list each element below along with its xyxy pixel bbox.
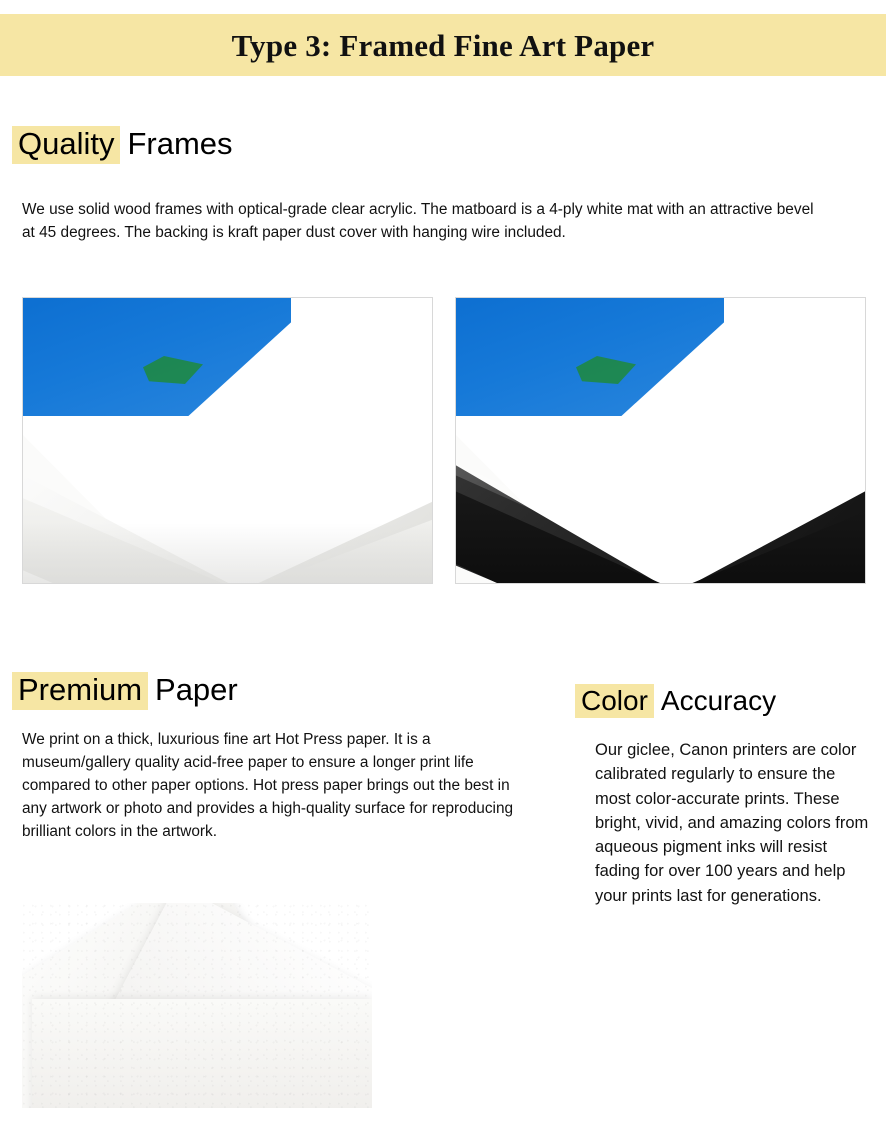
color-accuracy-heading-highlight: Color xyxy=(575,684,654,718)
quality-frames-heading-rest: Frames xyxy=(127,126,233,161)
paper-texture-overlay xyxy=(22,903,372,1108)
color-accuracy-heading xyxy=(575,684,875,718)
page-header-banner xyxy=(0,14,886,76)
fine-art-paper-sheets-photo xyxy=(22,903,372,1108)
section-color-accuracy xyxy=(575,684,875,905)
artwork-blue-area xyxy=(455,297,724,416)
quality-frames-heading xyxy=(12,126,886,164)
section-quality-frames xyxy=(0,126,886,242)
premium-paper-heading-highlight: Premium xyxy=(12,672,148,710)
white-frame-shadow xyxy=(23,523,432,583)
page-title: Type 3: Framed Fine Art Paper xyxy=(231,27,655,63)
premium-paper-body-text: We print on a thick, luxurious fine art Hot Press paper. It is a museum/gallery quality acid-free paper to ensure a longer print life compared to other paper options. Hot press paper brings out the best in any artwork or photo and provides a high-quality surface for reproducing brilliant colors in the artwork. xyxy=(22,731,514,841)
black-frame-illustration xyxy=(456,298,865,583)
premium-paper-heading xyxy=(12,672,540,710)
premium-paper-heading-rest: Paper xyxy=(155,672,238,707)
white-frame-illustration xyxy=(23,298,432,583)
black-frame-corner-photo xyxy=(455,297,866,584)
quality-frames-body-text: We use solid wood frames with optical-grade clear acrylic. The matboard is a 4-ply white mat with an attractive bevel at 45 degrees. The backing is kraft paper dust cover with hanging wire included. xyxy=(22,201,814,242)
color-accuracy-body-text: Our giclee, Canon printers are color calibrated regularly to ensure the most color-accurate prints. These bright, vivid, and amazing colors from aqueous pigment inks will resist fading for over 100 years and help your prints last for generations. xyxy=(595,741,869,905)
quality-frames-heading-highlight: Quality xyxy=(12,126,120,164)
section-premium-paper xyxy=(0,672,540,841)
white-frame-corner-photo xyxy=(22,297,433,584)
artwork-blue-area xyxy=(22,297,291,416)
color-accuracy-heading-rest: Accuracy xyxy=(660,685,777,716)
